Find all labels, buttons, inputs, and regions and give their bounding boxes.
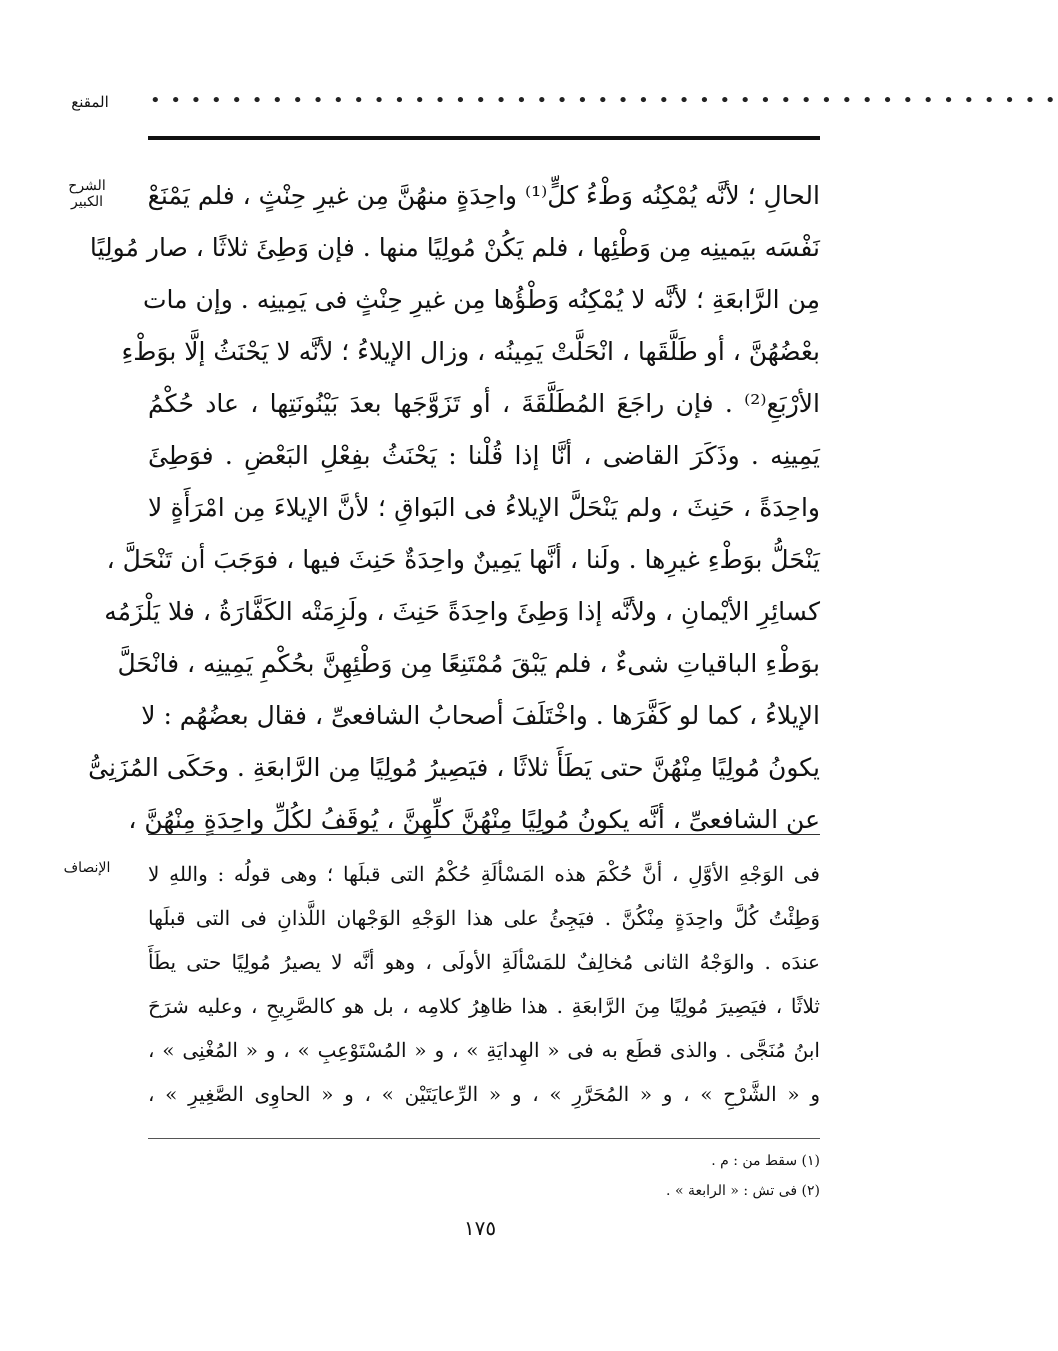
text-line: عندَه . والوَجْهُ الثانى مُخالِفٌ للمَسْألَةِ الأولَى ، وهو أنَّه لا يصيرُ مُولِيًا حتى يطَأَ — [148, 950, 820, 974]
footnote-2: (٢) فى تش : « الرابعة » . — [666, 1183, 820, 1199]
text-line: نَفْسَه بيَمينِه مِن وَطْئِها ، فلم يَكُنْ مُولِيًا منها . فإن وَطِئَ ثلاثًا ، صار مُولِيًا — [89, 233, 820, 262]
text-line: بوَطْءِ الباقياتِ شىءٌ ، فلم يَبْقَ مُمْتَنِعًا مِن وَطْئِهِنَّ بحُكْمِ يَمِينِه ، فانْحَلَّ — [117, 649, 820, 678]
section-divider — [148, 834, 820, 835]
text-line: كسائِرِ الأيْمانِ ، ولأنَّه إذا وَطِئَ واحِدَةً حَنِثَ ، ولَزِمَتْه الكَفَّارَةُ ، فلا يَلْزَمُه — [104, 597, 820, 626]
footnotes — [148, 1146, 820, 1206]
insaf-text-block — [148, 852, 820, 1116]
text-line: و « الشَّرْحِ » ، و « المُحَرَّرِ » ، و « الرِّعايَتَيْن » ، و « الحاوِى الصَّغِيرِ » ، — [148, 1082, 820, 1106]
text-line: وَطِئْتُ كُلَّ واحِدَةٍ مِنْكُنَّ . فيَجِئُ على هذا الوَجْهِ الوَجْهان اللَّذانِ فى التى قبلَها — [148, 906, 820, 930]
text-line: مِن الرَّابعَةِ ؛ لأنَّه لا يُمْكِنُه وَطْؤُها مِن غيرِ حِنْثٍ فى يَمِينِه . وإن مات — [142, 285, 820, 314]
text-line: ثلاثًا ، فيَصِيرَ مُولِيًا مِنَ الرَّابعَةِ . هذا ظاهِرُ كلامِه ، بل هو كالصَّرِيحِ ، وعليه شرَحَ — [148, 994, 820, 1018]
footnote-divider — [148, 1138, 820, 1139]
header-dotted-rule: • • • • • • • • • • • • • • • • • • • • • • • • • • • • • • • • • • • • • • • • • • • • • — [150, 90, 1058, 111]
page-number: ١٧٥ — [463, 1216, 497, 1240]
text-line: عن الشافعىِّ ، أنَّه يكونُ مُولِيًا مِنْهُنَّ كلِّهِنَّ ، يُوقَفُ لكُلِّ واحِدَةٍ مِنْهُنَّ ، — [128, 805, 820, 834]
text-line: فى الوَجْهِ الأوَّلِ ، أنَّ حُكْمَ هذه المَسْألَةِ حُكْمُ التى قبلَها ؛ وهى قولُه : واللهِ لا — [148, 862, 820, 886]
text-line: بعْضُهُنَّ ، أو طَلَّقَها ، انْحَلَّتْ يَمِينُه ، وزال الإيلاءُ ؛ لأنَّه لا يَحْنَثُ إلَّا بوَطْءِ — [121, 337, 820, 366]
text-line: الحالِ ؛ لأنَّه يُمْكِنُه وَطْءُ كلٍّ⁽¹⁾ واحِدَةٍ منهُنَّ مِن غيرِ حِنْثٍ ، فلم يَمْنَعْ — [147, 181, 820, 210]
footnote-1: (١) سقط من : م . — [711, 1153, 820, 1169]
header-rule — [148, 136, 820, 140]
text-line: يَمِينِه . وذَكَرَ القاضى ، أنَّا إذا قُلْنا : يَحْنَثُ بفِعْلِ البَعْضِ . فوَطِئَ — [148, 441, 820, 470]
book-title: المقنع — [71, 93, 109, 111]
text-line: يكونُ مُولِيًا مِنْهُنَّ حتى يَطَأَ ثلاثًا ، فيَصِيرُ مُولِيًا مِن الرَّابعَةِ . وحَكَى المُزَنِىُّ — [88, 753, 820, 782]
text-line: الإيلاءُ ، كما لو كَفَّرَها . واخْتَلَفَ أصحابُ الشافعىِّ ، فقال بعضُهُم : لا — [141, 701, 820, 730]
text-line: ابنُ مُنَجَّى . والذى قطَع به فى « الهِدايَةِ » ، و « المُسْتَوْعِبِ » ، و « المُغْنِى » ، — [148, 1038, 820, 1062]
sharh-text-block — [88, 170, 820, 846]
section-label-sharh: الشرح الكبير — [68, 178, 106, 210]
text-line: يَنْحَلُّ بوَطْءِ غيرِها . ولَنا ، أنَّها يَمِينٌ واحِدَةٌ حَنِثَ فيها ، فوَجَبَ أن تَنْحَلَّ ، — [106, 545, 820, 574]
text-line: الأرْبَعِ⁽²⁾ . فإن راجَعَ المُطَلَّقَةَ ، أو تَزَوَّجَها بعدَ بَيْنُونَتِها ، عاد حُكْمُ — [148, 389, 820, 418]
text-line: واحِدَةً ، حَنِثَ ، ولم يَنْحَلَّ الإيلاءُ فى البَواقِ ؛ لأنَّ الإيلاءَ مِن امْرَأَةٍ لا — [148, 493, 820, 522]
section-label-insaf: الإنصاف — [63, 860, 111, 876]
